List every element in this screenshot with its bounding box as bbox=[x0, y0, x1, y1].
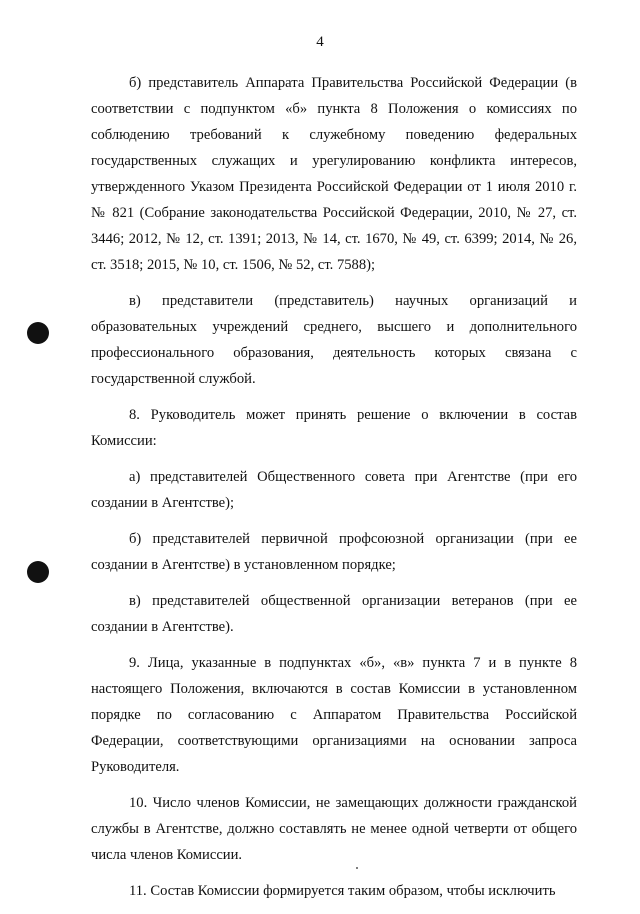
paragraph-7b: б) представитель Аппарата Правительства Российской Федерации (в соответствии с подпунктом «б» пункта 8 Положения о комиссиях по соблюдению требований к служебному поведению федеральных государственных служащих и урегулированию конфликта интересов, утвержденного Указом Президента Российской Федерации от 1 июля 2010 г. № 821 (Собрание законодательства Российской Федерации, 2010, № 27, ст. 3446; 2012, № 12, ст. 1391; 2013, № 14, ст. 1670, № 49, ст. 6399; 2014, № 26, ст. 3518; 2015, № 10, ст. 1506, № 52, ст. 7588); bbox=[91, 75, 577, 273]
punch-hole-lower bbox=[27, 561, 49, 583]
paragraph-8a: а) представителей Общественного совета при Агентстве (при его создании в Агентстве); bbox=[91, 469, 577, 511]
paragraph-10: 10. Число членов Комиссии, не замещающих должности гражданской службы в Агентстве, должно составлять не менее одной четверти от общего числа членов Комиссии. bbox=[91, 795, 577, 863]
punch-hole-upper bbox=[27, 322, 49, 344]
paragraph-8: 8. Руководитель может принять решение о включении в состав Комиссии: bbox=[91, 407, 577, 449]
paragraph-8v: в) представителей общественной организации ветеранов (при ее создании в Агентстве). bbox=[91, 593, 577, 635]
paragraph-9: 9. Лица, указанные в подпунктах «б», «в» пункта 7 и в пункте 8 настоящего Положения, включаются в состав Комиссии в установленном порядке по согласованию с Аппаратом Правительства Российской Федерации, соответствующими организациями на основании запроса Руководителя. bbox=[91, 655, 577, 775]
paragraph-7v: в) представители (представитель) научных организаций и образовательных учреждений среднего, высшего и дополнительного профессионального образования, деятельность которых связана с государственной службой. bbox=[91, 293, 577, 387]
paragraph-11: 11. Состав Комиссии формируется таким образом, чтобы исключить bbox=[129, 883, 556, 899]
paragraph-8b: б) представителей первичной профсоюзной организации (при ее создании в Агентстве) в установленном порядке; bbox=[91, 531, 577, 573]
document-body bbox=[91, 70, 577, 914]
page-number: 4 bbox=[316, 34, 324, 50]
